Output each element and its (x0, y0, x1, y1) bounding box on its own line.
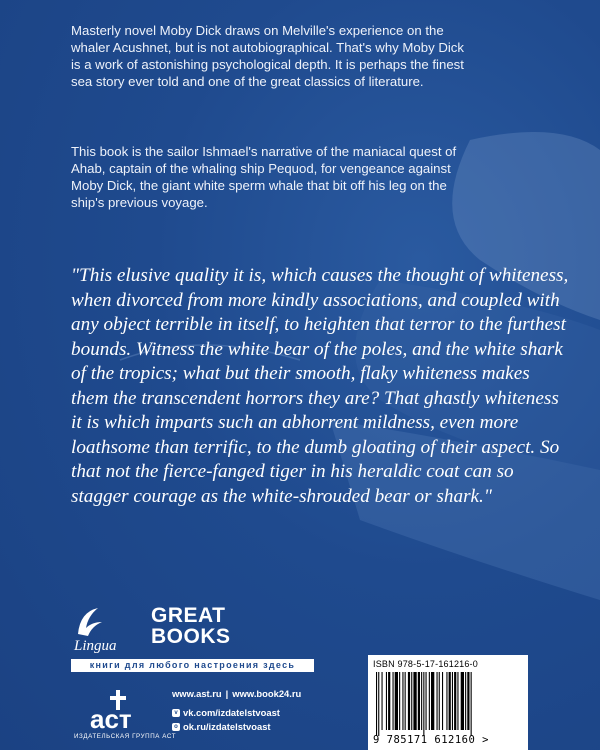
barcode-bar (471, 672, 472, 736)
lingua-logo (72, 604, 142, 660)
barcode-bar (402, 672, 403, 730)
barcode-bar (439, 672, 440, 730)
barcode-bar (413, 672, 416, 730)
ok-link[interactable]: ok.ru/izdatelstvoast (183, 721, 271, 732)
ast-wordmark: аст (90, 704, 132, 734)
ast-logo (86, 688, 152, 736)
barcode-bar (411, 672, 412, 730)
website-book24-link[interactable]: www.book24.ru (232, 688, 302, 699)
barcode-bar (437, 672, 438, 730)
barcode-bar (421, 672, 422, 730)
barcode-bar (382, 672, 383, 730)
barcode-bar (388, 672, 390, 730)
barcode-number: 9 785171 612160 > (373, 734, 489, 746)
great-books-line-2: BOOKS (151, 625, 231, 648)
barcode-bar (408, 672, 410, 730)
barcode-bar (452, 672, 453, 730)
barcode-bar (457, 672, 458, 730)
barcode-bar (449, 672, 451, 730)
barcode-bar (465, 672, 466, 730)
barcode-bar (429, 672, 430, 730)
barcode-bar (399, 672, 400, 730)
great-books-line-1: GREAT (151, 604, 226, 627)
great-books-logo (151, 605, 231, 647)
barcode-bar (461, 672, 464, 730)
barcode-bar (442, 672, 443, 730)
isbn-label: ISBN 978-5-17-161216-0 (373, 659, 478, 669)
barcode-bar (378, 672, 379, 736)
barcode-panel (368, 655, 528, 750)
book-quote: "This elusive quality it is, which causes the thought of whiteness, when divorced from more kindly associations, and coupled with any object terrible in itself, to heighten that terror to the furthest bounds. Witness the white bear of the poles, and the white shark of the tropics; what but their smooth, flaky whiteness makes them the transcendent horrors they are? That ghastly whiteness it is which imparts such an abhorrent mildness, even more loathsome than terrific, to the dumb gloating of their aspect. So that not the fierce-fanged tiger in his heraldic coat can so stagger courage as the white-shrouded bear or shark." (71, 265, 569, 507)
description-paragraph-1: Masterly novel Moby Dick draws on Melville's experience on the whaler Acushnet, but is not autobiographical. That's why Moby Dick is a work of astonishing psychological depth. It is perhaps the finest sea story ever told and one of the great classics of literature. (71, 23, 464, 89)
barcode-bar (418, 672, 420, 730)
websites-row (172, 687, 301, 701)
lingua-mark-icon (72, 604, 112, 638)
barcode-bar (393, 672, 394, 730)
publisher-links (172, 687, 301, 734)
vk-row (172, 706, 301, 720)
ok-icon: o (172, 723, 180, 731)
barcode-bar (395, 672, 398, 730)
barcode-bar (405, 672, 406, 730)
website-ast-link[interactable]: www.ast.ru (172, 688, 222, 699)
description-paragraph-2: This book is the sailor Ishmael's narrative of the maniacal quest of Ahab, captain of the whaling ship Pequod, for vengeance against Moby Dick, the giant white sperm whale that bit off his leg on the ship's previous voyage. (71, 144, 457, 210)
barcode-bar (431, 672, 434, 730)
barcode-bar (467, 672, 469, 730)
ok-row (172, 720, 301, 734)
barcode-bar (386, 672, 387, 730)
link-separator: | (225, 688, 229, 699)
vk-link[interactable]: vk.com/izdatelstvoast (183, 707, 280, 718)
slogan-bar: книги для любого настроения здесь (71, 659, 314, 672)
barcode-bar (426, 672, 427, 730)
barcode-bar (446, 672, 447, 730)
barcode-bar (454, 672, 456, 730)
barcode-bar (376, 672, 377, 736)
vk-icon: v (172, 709, 180, 717)
lingua-wordmark: Lingua (74, 638, 117, 654)
ast-subtitle: ИЗДАТЕЛЬСКАЯ ГРУППА АСТ (74, 733, 177, 740)
barcode-icon (374, 672, 520, 736)
barcode-bar (423, 672, 424, 736)
